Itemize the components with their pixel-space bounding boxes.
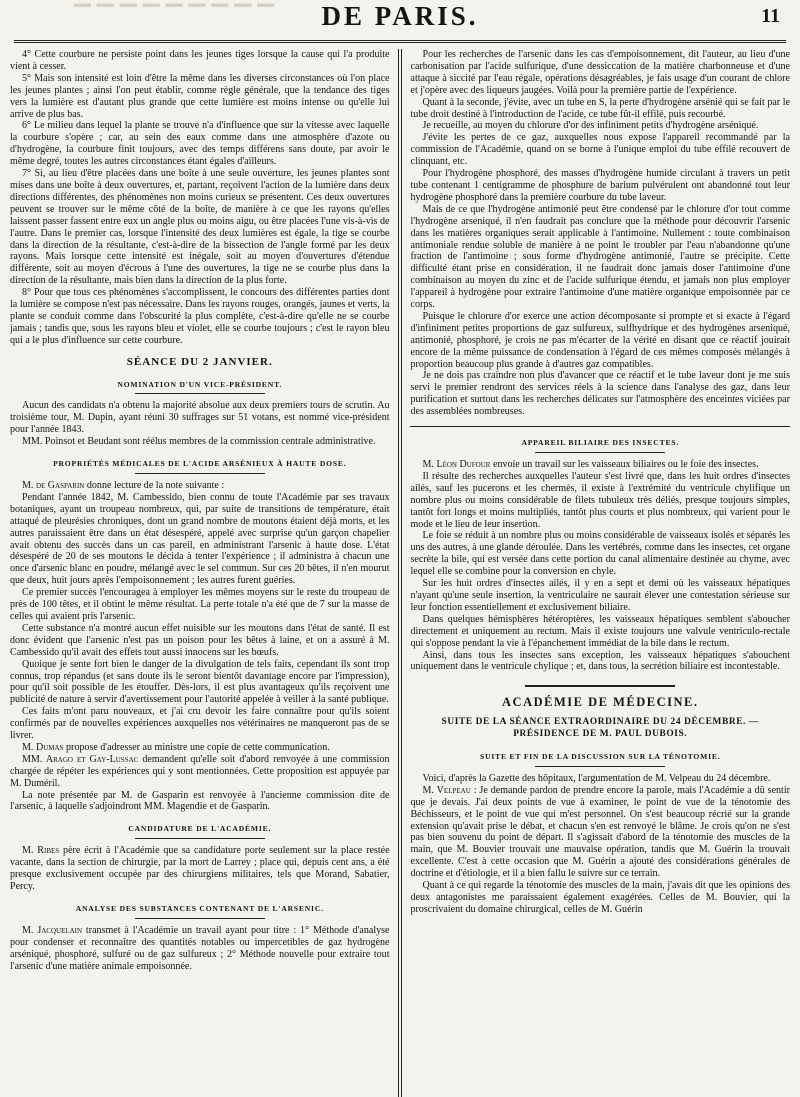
- paragraph: Ces faits m'ont paru nouveaux, et j'ai cru devoir les faire connaître pour qu'ils soient confirmés par de nouvelles expériences auxquelles nos vétérinaires ne manqueront pas de se livrer.: [10, 706, 390, 742]
- paragraph: MM. Poinsot et Beudant sont réélus membres de la commission centrale administrative.: [22, 436, 376, 448]
- paragraph: Ainsi, dans tous les insectes sans exception, les vaisseaux hépatiques s'abouchent uniquement dans le ventricule chylique ; et, dans tous, la secrétion biliaire est incontestable.: [410, 649, 790, 673]
- paragraph: La note présentée par M. de Gasparin est renvoyée à l'ancienne commission dite de l'arsenic, à laquelle s'adjoindront MM. Magendie et de Gasparin.: [10, 789, 390, 813]
- speaker-name: M. Jacquelain: [22, 924, 83, 936]
- paragraph: Ce premier succès l'encouragea à employer les mêmes moyens sur le reste du troupeau de près de 100 têtes, et il obtint le même résultat. La perte totale n'a été que de 7 sur la masse de celles qui avaient pris l'arsenic.: [10, 587, 390, 622]
- paragraph: 8° Pour que tous ces phénomènes s'accomplissent, le concours des différentes parties dont la lumière se compose n'est pas nécessaire. Dans les rayons rouges, orangés, jaunes et verts, la plante se conduit comme dans l'obscurité la plus complète, c'est-à-dire qu'elle ne se courbe jamais ; tandis que, sous les rayons bleu et violet, elle se courbe toujours ; c'est le rayon bleu qui a le plus d'influence sur cette courbure.: [10, 287, 390, 346]
- bleed-through-text: ▔▔▔▔▔▔▔▔▔: [74, 4, 281, 29]
- paragraph-text: père écrit à l'Académie que sa candidature porte seulement sur la place restée vacante, dans la section de chirurgie, par la mort de Larrey ; place qui, depuis cent ans, a été presque exclusivement occupée par des chirurgiens militaires, tels que Morand, Sabatier, Percy.: [10, 845, 390, 892]
- paragraph: Quant à ce qui regarde la ténotomie des muscles de la main, j'avais dit que les opinions des deux antagonistes me paraissaient également exagérées. Celles de M. Bouvier, qui la proscrivaient du domaine chirurgical, celles de M. Guérin: [410, 880, 790, 915]
- session-line: SUITE DE LA SÉANCE EXTRAORDINAIRE DU 24 DÉCEMBRE. —: [441, 717, 759, 728]
- columns: [10, 49, 790, 1097]
- paragraph-text: donne lecture de la note suivante :: [84, 480, 225, 491]
- section-heading: SÉANCE DU 2 JANVIER.: [126, 355, 273, 368]
- paragraph: J'évite les pertes de ce gaz, auxquelles nous expose l'appareil recommandé par la commission de l'Académie, quand on se borne à l'unique emploi du tube effilé recouvert de clinquant, etc.: [410, 132, 790, 168]
- horizontal-rule: [410, 426, 790, 427]
- paragraph-text: envoie un travail sur les vaisseaux biliaires ou le foie des insectes.: [490, 459, 759, 470]
- paragraph: Je ne dois pas craindre non plus d'avancer que ce réactif et le tube laveur dont je me suis servi le premier rendront des services réels à la science dans l'analyse des gaz, dans leur purification et surtout dans les recherches délicates sur l'atmosphère des enceintes viciées par des assemblées nombreuses.: [410, 370, 790, 418]
- paragraph: Mais de ce que l'hydrogène antimonié peut être condensé par le chlorure d'or tout comme l'hydrogène arseniqué, il n'en faudrait pas conclure que la méthode pour découvrir l'arsenic dans les matières organiques serait applicable à l'antimoine. Nullement : toute combinaison antimoniale rendue soluble de manière à ne point le troubler par l'eau n'abandonne qu'une fraction de l'antimoine ; sous forme d'hydrogène antimonié, l'autre se précipite. Cette difficulté étant prise en considération, il ne faudrait donc jamais doser l'antimoine d'une combinaison au moyen du zinc et de l'acide sulfurique étendu, et jamais non plus employer l'appareil à hydrogène pour extraire l'antimoine d'une matière organique empoisonnée par ce corps.: [410, 203, 790, 311]
- paragraph: 4° Cette courbure ne persiste point dans les jeunes tiges lorsque la cause qui l'a produite vient à cesser.: [10, 49, 390, 72]
- right-column: [402, 49, 790, 1097]
- paragraph: [10, 845, 390, 893]
- paragraph: [10, 925, 390, 973]
- paragraph: [10, 754, 390, 790]
- subsection-heading: ANALYSE DES SUBSTANCES CONTENANT DE L'ARSENIC.: [10, 903, 390, 919]
- paragraph: 7° Si, au lieu d'être placées dans une boîte à une seule ouverture, les jeunes plantes sont mises dans une boîte à deux ouvertures, et, partant, reçoivent l'action de la lumière dans deux directions différentes, des phénomènes non moins curieux se présentent. Ces deux ouvertures peuvent se trouver sur le même côté de la boîte, de manière à ce que les rayons qu'elles laissent passer fassent entre eux un angle plus ou moins aigu, ou être placées l'une vis-à-vis de l'autre. Dans le premier cas, lorsque l'intensité des deux lumières est égale, la tige se courbe dans la direction de la résultante, c'est-à-dire de la bissection de l'angle formé par les deux rayons. Mais lorsque cette intensité est inégale, soit au moyen d'ouvertures d'étendue différente, soit au moyen d'écrous à l'une des ouvertures, la tige ne se courbe plus dans la direction de la résultante, mais bien dans la direction de la plus forte.: [10, 168, 390, 287]
- speaker-name: M. Léon Dufour: [422, 459, 491, 470]
- paragraph-text: propose d'adresser au ministre une copie de cette communication.: [63, 741, 330, 753]
- paragraph: 6° Le milieu dans lequel la plante se trouve n'a d'influence que sur la vitesse avec laquelle la courbure s'opère ; car, au sein des eaux comme dans une atmosphère d'azote ou d'hydrogène, la courbure finit toujours, avec des temps différens sans doute, par avoir le même degré, toutes les autres circonstances étant égales d'ailleurs.: [10, 120, 390, 168]
- page-header: [14, 0, 786, 43]
- paragraph: Le foie se réduit à un nombre plus ou moins considérable de vaisseaux isolés et séparés les uns des autres, à une glande déroulée. Dans les vertébrés, comme dans les insectes, cet organe secrète la bile, qui est versée dans cette portion du canal alimentaire destinée au chyme, avec lequel elle se combine pour la conversion en chyle.: [410, 530, 790, 578]
- section-separator: [525, 685, 675, 687]
- paragraph-text: transmet à l'Académie un travail ayant pour titre : 1° Méthode d'analyse pour condenser et reconnaître des quantités notables ou impercetibles de gaz hydrogène arséniqué, phosphoré, sulfuré ou de gaz sulfureux ; 2° Méthode nouvelle pour extraire tout l'arsenic d'une matière animale empoisonnée.: [10, 924, 390, 972]
- subsection-heading: PROPRIÉTÉS MÉDICALES DE L'ACIDE ARSÉNIEUX À HAUTE DOSE.: [10, 458, 390, 474]
- subsection-heading: NOMINATION D'UN VICE-PRÉSIDENT.: [10, 379, 390, 395]
- speaker-name: MM. Arago et Gay-Lussac: [22, 753, 139, 765]
- page-number: 11: [761, 5, 780, 27]
- paragraph: Cette substance n'a montré aucun effet nuisible sur les moutons dans l'état de santé. Il est donc évident que l'arsenic n'est pas un poison pour les bêtes à laine, et on a assuré à M. Cambessido qu'il avait des effets tout aussi innocens sur les bœufs.: [10, 622, 390, 658]
- academy-heading: ACADÉMIE DE MÉDECINE.: [502, 695, 699, 710]
- speaker-name: M. Ribes: [22, 845, 60, 857]
- subsection-heading: APPAREIL BILIAIRE DES INSECTES.: [410, 437, 790, 453]
- paragraph-text: demandent qu'elle soit d'abord renvoyée à une commission chargée de répéter les expériences qui y sont mentionnées. Cette proposition est appuyée par M. Duméril.: [10, 753, 390, 789]
- speaker-name: M. Dumas: [22, 741, 64, 753]
- paragraph: Il résulte des recherches auxquelles l'auteur s'est livré que, dans les huit ordres d'insectes ailés, sauf les pucerons et les chermès, il existe à l'extrémité du ventricule chylifique un nombre plus ou moins considérable de filets tubuleux très déliés, presque toujours simples, tantôt fort longs et moins multipliés, tantôt plus courts et plus nombreux, qui varient pour le mode et le lieu de leur insertion.: [410, 470, 790, 530]
- paragraph: Pendant l'année 1842, M. Cambessido, bien connu de toute l'Académie par ses travaux botaniques, ayant un troupeau nombreux, qui, par suite de transitions de température, était attaqué de pleurésies chroniques, dont un grand nombre de moutons étaient déjà morts, et les autres paraissaient être dans un état désespéré, appelé avec surprise qu'un garçon chapelier avait obtenu des succès dans un cas pareil, en administrant l'arsenic à haute dose. L'état désespéré de 20 de ses moutons le décida à tenter l'expérience ; il administra à chacun une once d'arsenic blanc en poudre, mélangé avec le sel commun. Sur ces 20 bêtes, il n'en mourut que deux, huit jours après l'empoisonnement ; les autres furent guéries.: [10, 491, 390, 587]
- paragraph: Dans quelques hémisphères hétéroptères, les vaisseaux hépatiques semblent s'aboucher directement et uniquement au rectum. Mais il existe toujours une valvule ventriculo-rectale qui s'oppose pendant la vie à l'épanchement immédiat de la bile dans le rectum.: [410, 613, 790, 649]
- paragraph: Quoique je sente fort bien le danger de la divulgation de tels faits, cependant ils sont trop connus, trop répandus (et sans doute ils le seront bientôt davantage encore par l'impression), pour qu'il soit possible de les étouffer. Dès-lors, il est plus avantageux qu'ils reçoivent une publicité de nature à servir d'avertissement pour l'autorité appelée à veiller à la santé publique.: [10, 658, 390, 706]
- left-column: [10, 49, 398, 1097]
- speaker-name: M. Velpeau: [422, 784, 471, 796]
- paragraph: Aucun des candidats n'a obtenu la majorité absolue aux deux premiers tours de scrutin. Au troisième tour, M. Dupin, ayant réuni 30 suffrages sur 51 votans, est nommé vice-président pour l'année 1843.: [10, 400, 390, 436]
- paragraph: Pour les recherches de l'arsenic dans les cas d'empoisonnement, dit l'auteur, au lieu d'une carbonisation par l'acide sulfurique, d'une dessiccation de la matière charbonneuse et d'une attaque à siccité par l'eau régale, opérations désagréables, je fais usage d'un courant de chlore et j'opère avec des liqueurs jaugées. Voilà pour la première partie de l'expérience.: [410, 49, 790, 96]
- speaker-name: M. de Gasparin: [22, 480, 85, 491]
- paragraph: 5° Mais son intensité est loin d'être la même dans les diverses circonstances où l'on place les jeunes plantes ; ainsi l'on peut établir, comme règle générale, que la tendance des tiges vers la lumière est d'autant plus grande que cette lumière est moins intense ou qu'elle lui arrive de plus bas.: [10, 72, 390, 120]
- paragraph: Quant à la seconde, j'évite, avec un tube en S, la perte d'hydrogène arsénié qui se fait par le tube droit destiné à l'introduction de l'acide, ce tube fût-il effilé, puis recourbé.: [410, 96, 790, 120]
- paragraph: Puisque le chlorure d'or exerce une action décomposante si prompte et si exacte à l'égard d'infiniment petites proportions de gaz sulfureux, sulfhydrique et des hydrogènes arseniqué, antimonié, phosphoré, je crois ne pas m'écarter de la vérité en disant que ce réactif jouirait encore de la même puissance de condensation à l'égard de ces mêmes composés mélangés à proportion beaucoup plus grande à d'autres gaz compatibles.: [410, 310, 790, 370]
- session-heading: [410, 717, 790, 741]
- paragraph: Je recueille, au moyen du chlorure d'or des infiniment petits d'hydrogène arséniqué.: [422, 120, 759, 132]
- masthead: DE PARIS.: [321, 1, 479, 31]
- paragraph: [10, 742, 390, 754]
- subsection-heading: CANDIDATURE DE L'ACADÉMIE.: [10, 823, 390, 839]
- session-line: PRÉSIDENCE DE M. PAUL DUBOIS.: [513, 729, 688, 740]
- paragraph: [10, 480, 390, 492]
- paragraph: Pour l'hydrogène phosphoré, des masses d'hydrogène humide circulant à travers un petit tube contenant 1 centigramme de phosphure de barium pulvérulent ont abandonné tout leur hydrogène phosphoré dans la première courbure du tube laveur.: [410, 168, 790, 203]
- paragraph-text: : Je demande pardon de prendre encore la parole, mais l'Académie a dû sentir que je devais. J'ai deux points de vue à examiner, le point de vue de la ténotomie des Béchisseurs, et le point de vue qui m'est personnel. On s'est beaucoup récrié sur la grande extension qu'avait prise le débat, et chacun s'en est renvoyé le blâme. Je crois qu'on ne s'est pas bien souvenu du point de départ. Il s'agissait d'abord de la ténotomie des muscles de la main, que M. Bouvier trouvait une mauvaise opération, tandis que M. Guérin la trouvait excellente. C'est à cette occasion que M. Guérin a ajouté des considérations générales de doctrine et d'étiologie, et il a bien fallu le suivre sur ce terrain.: [410, 784, 790, 880]
- paragraph: [410, 785, 790, 880]
- paragraph: Voici, d'après la Gazette des hôpitaux, l'argumentation de M. Velpeau du 24 décembre.: [422, 772, 771, 784]
- paragraph: [410, 459, 790, 471]
- subsection-heading: SUITE ET FIN DE LA DISCUSSION SUR LA TÉNOTOMIE.: [410, 751, 790, 767]
- paragraph: Sur les huit ordres d'insectes ailés, il y en a sept et demi où les vaisseaux hépatiques n'ayant qu'une seule insertion, la ventriculaire ne saurait élever une contestation sérieuse sur leur fonction essentiellement et exclusivement biliaire.: [410, 578, 790, 613]
